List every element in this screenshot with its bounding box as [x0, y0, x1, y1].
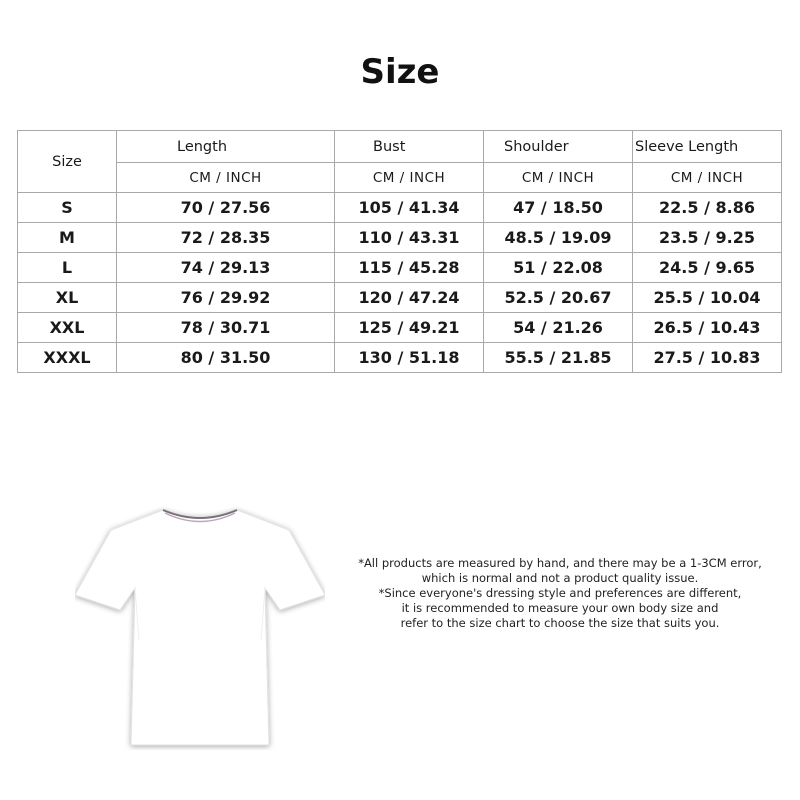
unit-label: CM / INCH: [117, 163, 335, 193]
size-cell: M: [18, 223, 117, 253]
sleeve-cell: 22.5 / 8.86: [633, 193, 782, 223]
table-unit-row: [18, 163, 782, 193]
size-chart-table: [17, 130, 782, 373]
bust-cell: 105 / 41.34: [335, 193, 484, 223]
length-cell: 72 / 28.35: [117, 223, 335, 253]
size-cell: S: [18, 193, 117, 223]
unit-label: CM / INCH: [484, 163, 633, 193]
length-cell: 78 / 30.71: [117, 313, 335, 343]
page-title: Size: [360, 52, 440, 92]
measurement-note: [340, 556, 780, 631]
length-cell: 80 / 31.50: [117, 343, 335, 373]
shoulder-cell: 55.5 / 21.85: [484, 343, 633, 373]
shoulder-cell: 54 / 21.26: [484, 313, 633, 343]
note-line: which is normal and not a product quality issue.: [421, 571, 699, 585]
column-header-sleeve-length: Sleeve Length: [633, 131, 782, 163]
bust-cell: 130 / 51.18: [335, 343, 484, 373]
shoulder-cell: 48.5 / 19.09: [484, 223, 633, 253]
table-row: [18, 313, 782, 343]
table-row: [18, 283, 782, 313]
note-line: it is recommended to measure your own body size and: [401, 601, 719, 615]
sleeve-cell: 23.5 / 9.25: [633, 223, 782, 253]
shoulder-cell: 52.5 / 20.67: [484, 283, 633, 313]
shoulder-cell: 47 / 18.50: [484, 193, 633, 223]
size-cell: XL: [18, 283, 117, 313]
column-header-bust: Bust: [335, 131, 484, 163]
length-cell: 76 / 29.92: [117, 283, 335, 313]
table-row: [18, 223, 782, 253]
note-line: *All products are measured by hand, and there may be a 1-3CM error,: [358, 556, 762, 570]
bust-cell: 125 / 49.21: [335, 313, 484, 343]
sleeve-cell: 25.5 / 10.04: [633, 283, 782, 313]
column-header-length: Length: [117, 131, 335, 163]
length-cell: 74 / 29.13: [117, 253, 335, 283]
size-cell: XXXL: [18, 343, 117, 373]
table-row: [18, 343, 782, 373]
size-cell: XXL: [18, 313, 117, 343]
sleeve-cell: 26.5 / 10.43: [633, 313, 782, 343]
table-header-row: [18, 131, 782, 163]
size-column-header: Size: [18, 131, 117, 193]
bust-cell: 115 / 45.28: [335, 253, 484, 283]
shoulder-cell: 51 / 22.08: [484, 253, 633, 283]
column-header-shoulder: Shoulder: [484, 131, 633, 163]
table-row: [18, 253, 782, 283]
unit-label: CM / INCH: [335, 163, 484, 193]
note-line: *Since everyone's dressing style and preferences are different,: [378, 586, 742, 600]
sleeve-cell: 27.5 / 10.83: [633, 343, 782, 373]
bust-cell: 110 / 43.31: [335, 223, 484, 253]
bust-cell: 120 / 47.24: [335, 283, 484, 313]
size-cell: L: [18, 253, 117, 283]
length-cell: 70 / 27.56: [117, 193, 335, 223]
unit-label: CM / INCH: [633, 163, 782, 193]
sleeve-cell: 24.5 / 9.65: [633, 253, 782, 283]
note-line: refer to the size chart to choose the size that suits you.: [400, 616, 720, 630]
tshirt-icon: [75, 500, 325, 754]
table-row: [18, 193, 782, 223]
